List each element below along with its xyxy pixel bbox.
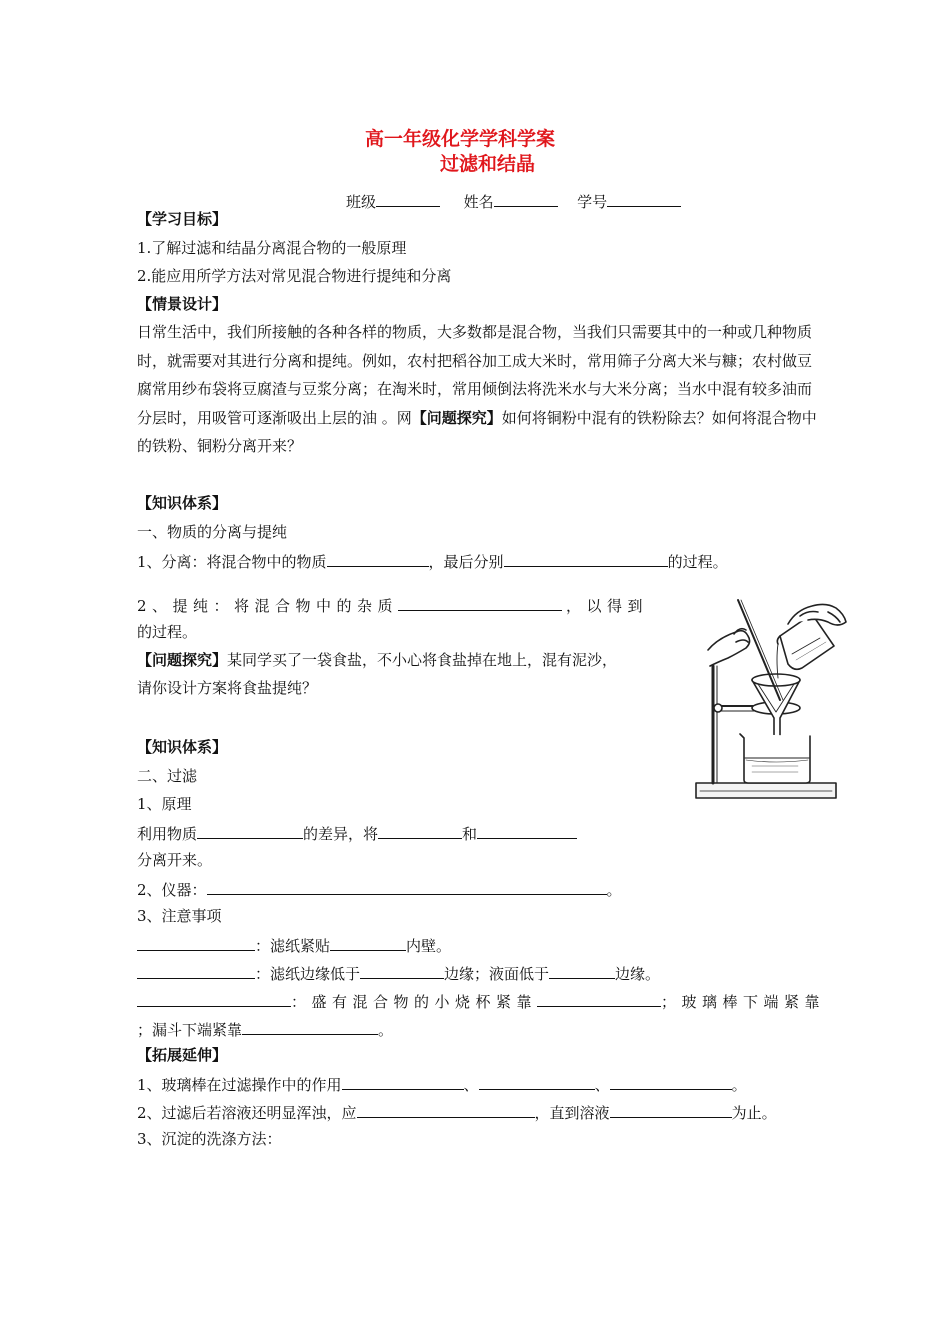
separation-blank-1[interactable] (327, 550, 429, 567)
inquiry-text-2: 请你设计方案将食盐提纯？ (137, 679, 318, 697)
extension-heading: 【拓展延伸】 (137, 1046, 228, 1064)
class-blank[interactable] (376, 190, 440, 207)
filtration-apparatus-illustration (688, 588, 848, 803)
principle-text-mid: 的差异，将 (303, 825, 379, 843)
note-2-text: ：滤纸边缘低于 (255, 965, 361, 983)
extension-item-2-blank-2[interactable] (610, 1101, 732, 1118)
scenario-text: 日常生活中，我们所接触的各种各样的物质，大多数都是混合物，当我们只需要其中的一种或几种物质时，就需要对其进行分离和提纯。例如，农村把稻谷加工成大米时，常用筛子分离大米与糠；农村做豆腐常用纱布袋将豆腐渣与豆浆分离；在淘米时，常用倾倒法将洗米水与大米分离；当水中混有较多油而分层时，用吸管可逐渐吸出上层的油 。网 (137, 323, 813, 427)
principle-line (137, 822, 577, 844)
note-2 (137, 962, 660, 984)
note-3-blank-2[interactable] (537, 990, 661, 1007)
separation-text-mid: ，最后分别 (428, 553, 504, 571)
student-info-row (346, 190, 681, 212)
purification-line (137, 594, 648, 616)
goals-heading: 【学习目标】 (137, 210, 228, 228)
note-3-blank-3[interactable] (242, 1018, 378, 1035)
principle-line-end: 分离开来。 (137, 851, 213, 869)
knowledge-heading-2: 【知识体系】 (137, 738, 228, 756)
separation-blank-2[interactable] (504, 550, 668, 567)
extension-item-1-text: 1、玻璃棒在过滤操作中的作用 (137, 1076, 342, 1094)
extension-item-2-blank-1[interactable] (357, 1101, 535, 1118)
note-1-end: 内壁。 (406, 937, 452, 955)
instrument-line (137, 878, 622, 900)
note-3 (137, 990, 825, 1012)
inquiry-salt (137, 650, 617, 670)
principle-text-and: 和 (462, 825, 478, 843)
inquiry-label: 【问题探究】 (137, 651, 228, 669)
extension-item-1-sep-1: 、 (463, 1076, 479, 1094)
page-subtitle: 过滤和结晶 (440, 153, 536, 175)
separation-text-end: 的过程。 (667, 553, 728, 571)
class-label: 班级 (346, 193, 377, 211)
separation-text: 1、分离：将混合物中的物质 (137, 553, 327, 571)
extension-item-2 (137, 1101, 777, 1123)
note-2-blank-3[interactable] (549, 962, 615, 979)
scenario-inquiry-label: 【问题探究】 (411, 408, 502, 427)
extension-item-1-blank-1[interactable] (342, 1073, 464, 1090)
instrument-end: 。 (606, 881, 622, 899)
id-label: 学号 (577, 193, 608, 211)
inquiry-text-1: 某同学买了一袋食盐，不小心将食盐掉在地上，混有泥沙， (227, 651, 618, 669)
principle-heading: 1、原理 (137, 795, 192, 813)
note-2-end: 边缘。 (615, 965, 661, 983)
note-3-blank-1[interactable] (137, 990, 291, 1007)
note-1-text: ：滤纸紧贴 (255, 937, 331, 955)
purification-text-mid: ，以得到 (566, 597, 649, 615)
page-title: 高一年级化学学科学案 (365, 128, 556, 150)
instrument-text: 2、仪器： (137, 881, 207, 899)
extension-item-1-blank-2[interactable] (479, 1073, 595, 1090)
extension-item-2-end: 为止。 (731, 1104, 777, 1122)
scenario-heading: 【情景设计】 (137, 295, 228, 313)
purification-blank[interactable] (398, 594, 562, 611)
purification-text: 2、提纯：将混合物中的杂质 (137, 597, 399, 615)
extension-item-1-sep-2: 、 (594, 1076, 610, 1094)
note-1-blank-2[interactable] (330, 934, 406, 951)
separation-line (137, 550, 728, 572)
note-3-line-2-text: ；漏斗下端紧靠 (137, 1021, 243, 1039)
note-2-blank-1[interactable] (137, 962, 255, 979)
knowledge-heading-1: 【知识体系】 (137, 494, 228, 512)
section-separation-purification: 一、物质的分离与提纯 (137, 523, 288, 541)
goal-item-2: 2.能应用所学方法对常见混合物进行提纯和分离 (137, 267, 452, 285)
goal-item-1: 1.了解过滤和结晶分离混合物的一般原理 (137, 239, 407, 257)
principle-blank-1[interactable] (197, 822, 303, 839)
purification-line-end: 的过程。 (137, 623, 198, 641)
instrument-blank[interactable] (207, 878, 607, 895)
note-3-text: ：盛有混合物的小烧杯紧靠 (291, 993, 538, 1011)
principle-blank-2[interactable] (378, 822, 462, 839)
note-3-line-2-end: 。 (378, 1021, 394, 1039)
note-2-text-mid: 边缘；液面低于 (444, 965, 550, 983)
principle-blank-3[interactable] (477, 822, 577, 839)
scenario-inquiry-text: 如何将铜粉中混有的铁粉除去？如何将混合物中的铁粉、铜粉分离开来？ (137, 408, 817, 455)
note-1-blank-1[interactable] (137, 934, 255, 951)
note-3-line-2 (137, 1018, 393, 1040)
scenario-paragraph (137, 318, 817, 461)
note-2-blank-2[interactable] (360, 962, 444, 979)
id-blank[interactable] (607, 190, 681, 207)
extension-item-1-end: 。 (731, 1076, 747, 1094)
note-1 (137, 934, 451, 956)
extension-item-1-blank-3[interactable] (610, 1073, 732, 1090)
extension-item-2-text-mid: ，直到溶液 (534, 1104, 610, 1122)
extension-item-1 (137, 1073, 747, 1095)
extension-item-2-text: 2、过滤后若溶液还明显浑浊，应 (137, 1104, 357, 1122)
name-blank[interactable] (494, 190, 558, 207)
extension-item-3: 3、沉淀的洗涤方法： (137, 1130, 282, 1148)
note-3-text-mid: ；玻璃棒下端紧靠 (661, 993, 826, 1011)
section-filtration: 二、过滤 (137, 767, 198, 785)
name-label: 姓名 (463, 193, 494, 211)
notes-heading: 3、注意事项 (137, 907, 222, 925)
principle-text: 利用物质 (137, 825, 198, 843)
